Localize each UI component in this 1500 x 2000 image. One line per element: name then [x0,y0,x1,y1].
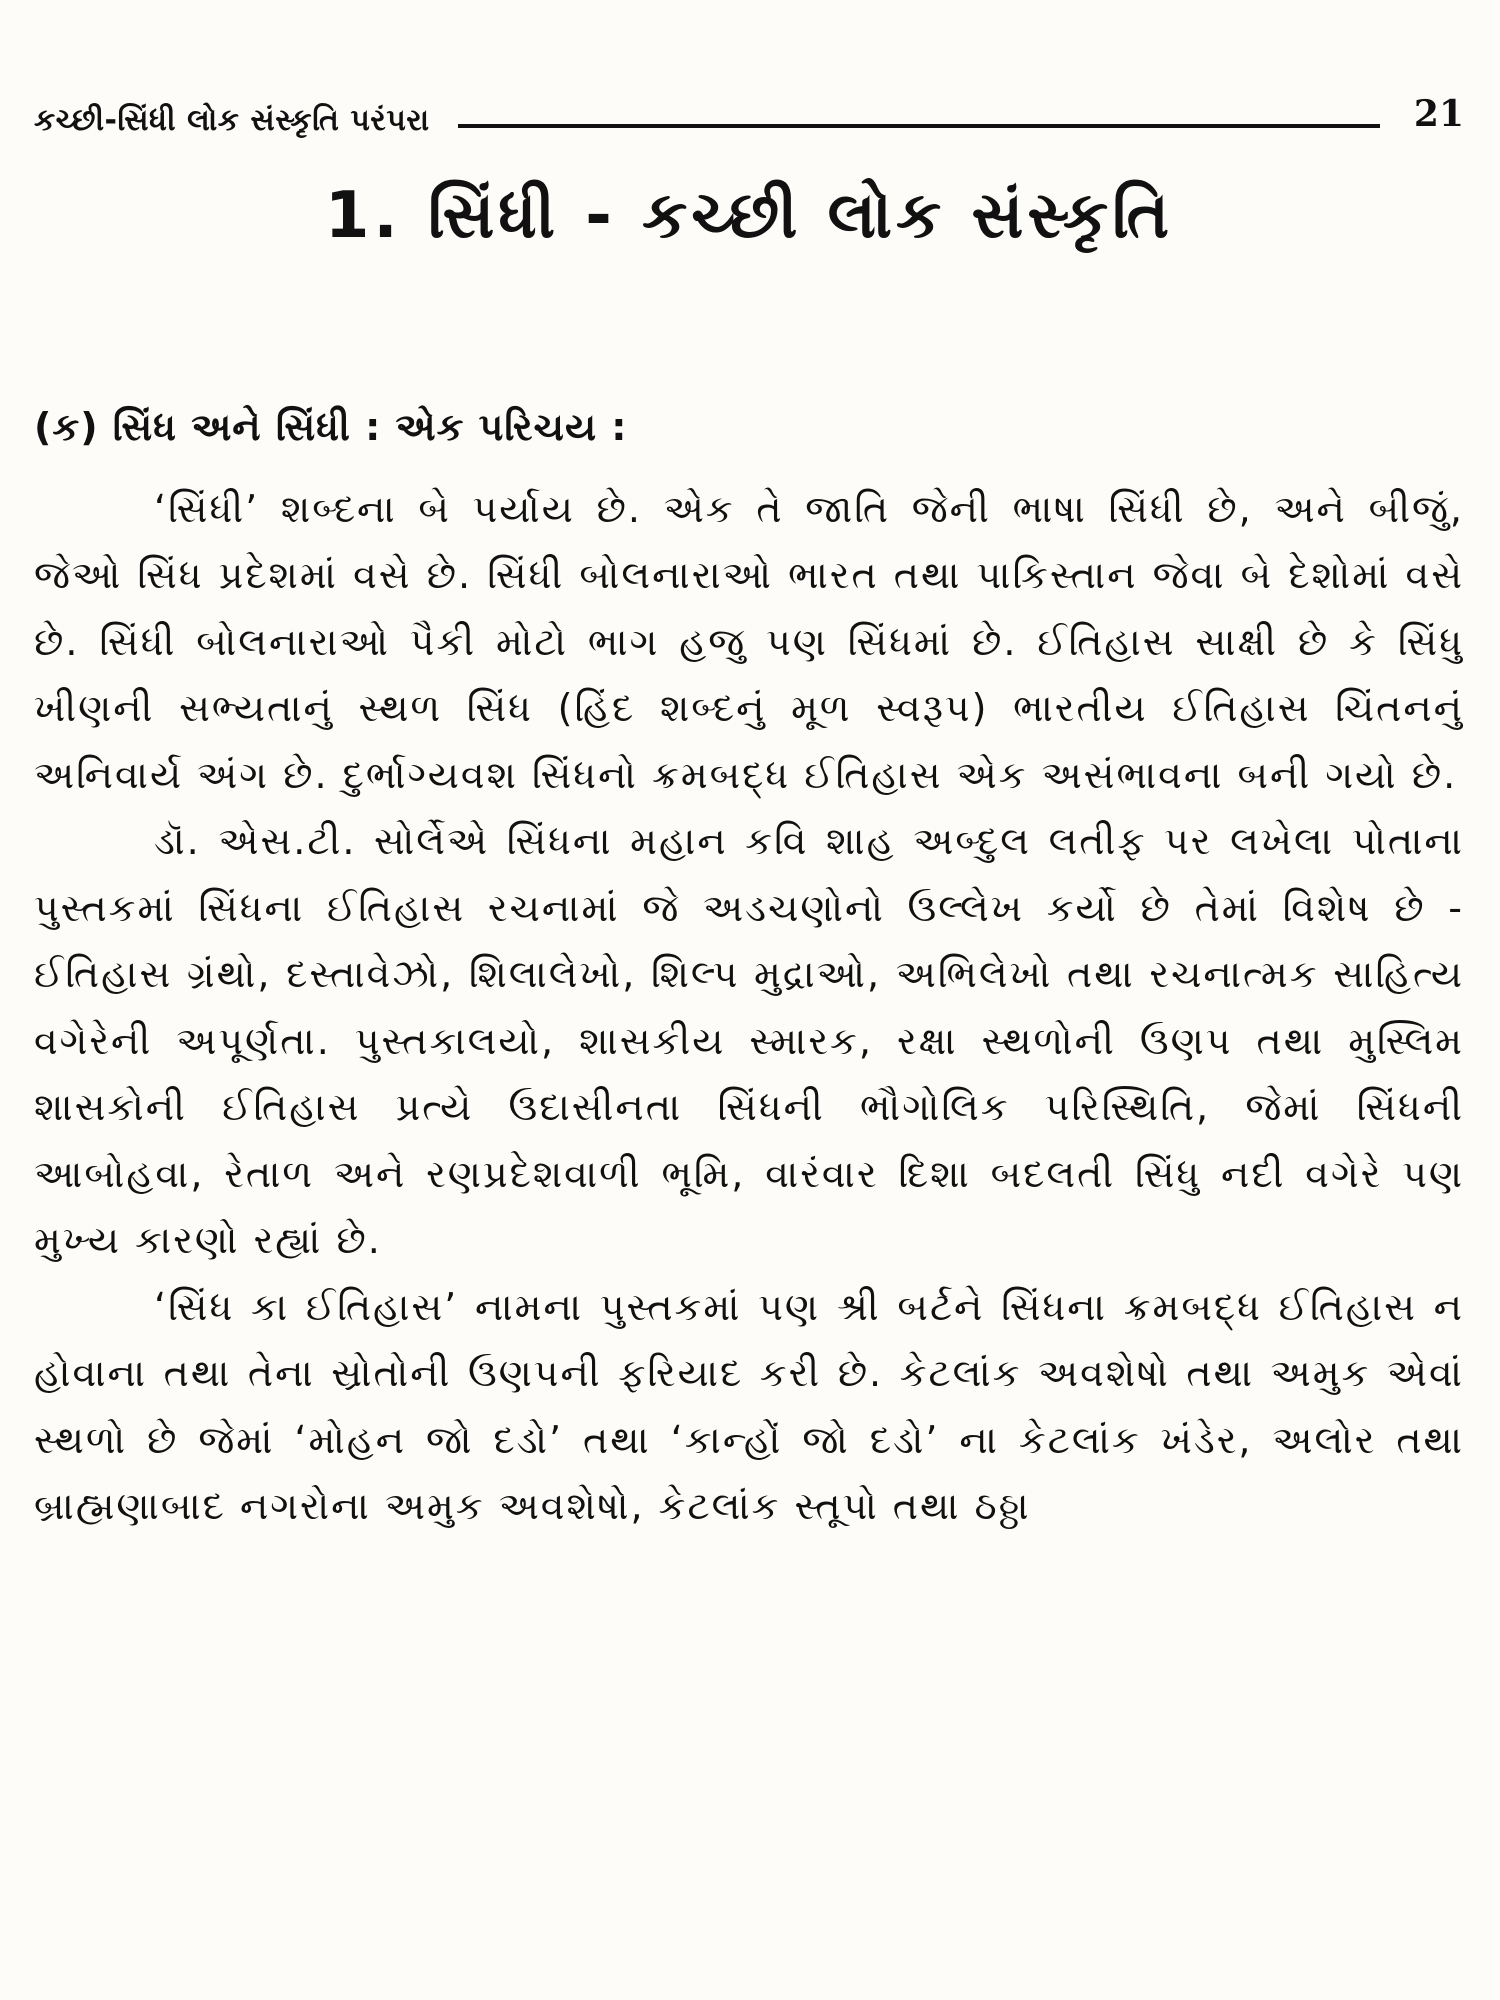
header-rule [458,124,1380,128]
paragraph-1: ‘સિંધી’ શબ્દના બે પર્યાય છે. એક તે જાતિ જેની ભાષા સિંધી છે, અને બીજું, જેઓ સિંધ પ્રદેશમાં વસે છે. સિંધી બોલનારાઓ ભારત તથા પાકિસ્તાન જેવા બે દેશોમાં વસે છે. સિંધી બોલનારાઓ પૈકી મોટો ભાગ હજુ પણ સિંધમાં છે. ઈતિહાસ સાક્ષી છે કે સિંધુ ખીણની સભ્યતાનું સ્થળ સિંધ (હિંદ શબ્દનું મૂળ સ્વરૂપ) ભારતીય ઈતિહાસ ચિંતનનું અનિવાર્ય અંગ છે. દુર્ભાગ્યવશ સિંધનો ક્રમબદ્ધ ઈતિહાસ એક અસંભાવના બની ગયો છે. [34,486,1464,797]
running-title: કચ્છી-સિંધી લોક સંસ્કૃતિ પરંપરા [34,103,430,138]
paragraph-3: ‘સિંધ કા ઈતિહાસ’ નામના પુસ્તકમાં પણ શ્રી બર્ટને સિંધના ક્રમબદ્ધ ઈતિહાસ ન હોવાના તથા તેના સ્રોતોની ઉણપની ફરિયાદ કરી છે. કેટલાંક અવશેષો તથા અમુક એવાં સ્થળો છે જેમાં ‘મોહન જો દડો’ તથા ‘કાન્હોં જો દડો’ ના કેટલાંક ખંડેર, અલોર તથા બ્રાહ્મણાબાદ નગરોના અમુક અવશેષો, કેટલાંક સ્તૂપો તથા ઠઠ્ઠા [34,1284,1464,1529]
running-header [34,78,1464,138]
page-number: 21 [1413,93,1464,135]
body-text [34,476,1464,1540]
chapter-title: 1. સિંધી - કચ્છી લોક સંસ્કૃતિ [324,179,1174,253]
section-heading: (ક) સિંધ અને સિંધી : એક પરિચય : [34,404,628,449]
paragraph-2: ડૉ. એસ.ટી. સોર્લેએ સિંધના મહાન કવિ શાહ અબ્દુલ લતીફ પર લખેલા પોતાના પુસ્તકમાં સિંધના ઈતિહાસ રચનામાં જે અડચણોનો ઉલ્લેખ કર્યો છે તેમાં વિશેષ છે - ઈતિહાસ ગ્રંથો, દસ્તાવેઝો, શિલાલેખો, શિલ્પ મુદ્રાઓ, અભિલેખો તથા રચનાત્મક સાહિત્ય વગેરેની અપૂર્ણતા. પુસ્તકાલયો, શાસકીય સ્મારક, રક્ષા સ્થળોની ઉણપ તથા મુસ્લિમ શાસકોની ઈતિહાસ પ્રત્યે ઉદાસીનતા સિંધની ભૌગોલિક પરિસ્થિતિ, જેમાં સિંધની આબોહવા, રેતાળ અને રણપ્રદેશવાળી ભૂમિ, વારંવાર દિશા બદલતી સિંધુ નદી વગેરે પણ મુખ્ય કારણો રહ્યાં છે. [34,819,1464,1263]
